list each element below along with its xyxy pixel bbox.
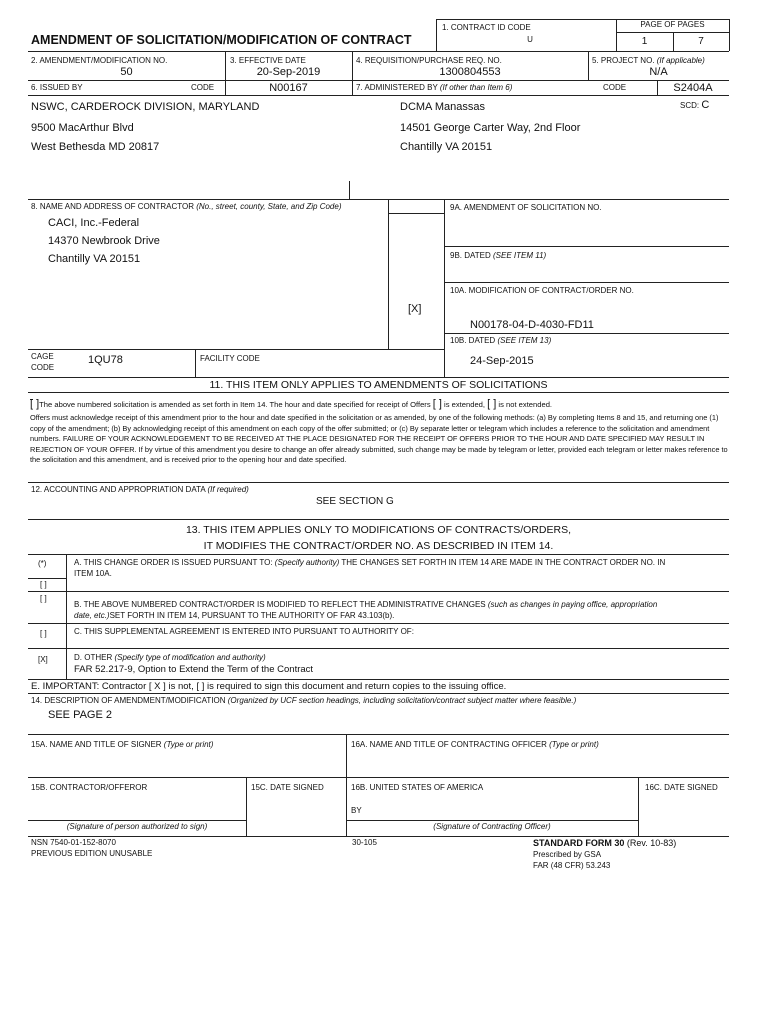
change-order-mark[interactable]: (*) [38, 559, 47, 568]
contractor-date-signed-label: 15C. DATE SIGNED [251, 783, 324, 792]
standard-form-label: STANDARD FORM 30 (Rev. 10-83) [533, 838, 677, 848]
dated-10b-value[interactable]: 24-Sep-2015 [470, 355, 534, 367]
requisition-value[interactable]: 1300804553 [439, 66, 501, 78]
issued-by-label: 6. ISSUED BY [31, 83, 83, 92]
form-code: 30-105 [352, 838, 377, 847]
item-13-heading-2: IT MODIFIES THE CONTRACT/ORDER NO. AS DESCRIBED IN ITEM 14. [203, 540, 554, 552]
extended-checkbox[interactable]: [ ] [432, 398, 442, 410]
pages-value[interactable]: 7 [698, 36, 704, 47]
signer-name-note: (Type or print) [163, 740, 214, 749]
issuer-line-3: West Bethesda MD 20817 [31, 141, 160, 153]
administered-by-label: 7. ADMINISTERED BY (If other than Item 6) [356, 83, 513, 92]
contractor-line-3: Chantilly VA 20151 [48, 253, 141, 265]
not-extended-checkbox[interactable]: [ ] [487, 398, 497, 410]
dated-10b-note: (SEE ITEM 13) [497, 336, 552, 345]
amendment-no-value[interactable]: 50 [120, 66, 133, 78]
supplemental-checkbox[interactable]: [ ] [40, 629, 47, 638]
officer-date-signed-label: 16C. DATE SIGNED [645, 783, 718, 792]
admin-code-value[interactable]: S2404A [673, 82, 713, 94]
effective-date-label: 3. EFFECTIVE DATE [230, 56, 306, 65]
cage-label-2: CODE [31, 363, 55, 372]
accounting-value[interactable]: SEE SECTION G [316, 496, 394, 507]
description-note: (Organized by UCF section headings, including solicitation/contract subject matter where feasible.) [227, 696, 577, 705]
dated-9b-label: 9B. DATED (SEE ITEM 11) [450, 251, 547, 260]
form-title: AMENDMENT OF SOLICITATION/MODIFICATION OF CONTRACT [31, 33, 412, 47]
requisition-label: 4. REQUISITION/PURCHASE REQ. NO. [356, 56, 502, 65]
admin-line-3: Chantilly VA 20151 [400, 141, 493, 153]
important-is-required-checkbox[interactable]: [ ] [196, 681, 205, 692]
previous-edition-note: PREVIOUS EDITION UNUSABLE [31, 849, 153, 858]
accounting-label: 12. ACCOUNTING AND APPROPRIATION DATA (If required) [31, 485, 249, 494]
blank-checkbox[interactable]: [ ] [40, 580, 47, 589]
item-11-instructions: Offers must acknowledge receipt of this amendment prior to the hour and date specified in the solicitation or as amended, by one of the following methods: (a) By completing Items 8 and 15, and returning one (1) copy of the amendment; (b) By acknowledging receipt of this amendment on each copy of the offer submitted; or (c) By separate letter or telegram which includes a reference to the solicitation and amendment numbers. FAILURE OF YOUR ACKNOWLEDGEMENT TO BE RECEIVED AT THE PLACE DESIGNATED FOR THE RECEIPT OF OFFERS PRIOR TO THE HOUR AND DATE SPECIFIED MAY RESULT IN REJECTION OF YOUR OFFER. If by virtue of this amendment you desire to change an offer already submitted, such change may be made by telegram or letter, provided each telegram or letter makes reference to the solicitation and this amendment, and is received prior to the opening hour and date specified. [30, 413, 728, 465]
admin-line-2: 14501 George Carter Way, 2nd Floor [400, 122, 581, 134]
issuer-line-1: NSWC, CARDEROCK DIVISION, MARYLAND [31, 101, 260, 113]
contractor-line-2: 14370 Newbrook Drive [48, 235, 160, 247]
scd-label: SCD: [680, 101, 700, 110]
effective-date-value[interactable]: 20-Sep-2019 [256, 66, 321, 78]
description-label: 14. DESCRIPTION OF AMENDMENT/MODIFICATION (Organized by UCF section headings, including solicitation/contract subject matter where feasible.) [31, 696, 577, 705]
admin-change-text: B. THE ABOVE NUMBERED CONTRACT/ORDER IS MODIFIED TO REFLECT THE ADMINISTRATIVE CHANGES (such as changes in paying office, appropriation [74, 600, 658, 609]
item-11-line: [ ]The above numbered solicitation is amended as set forth in Item 14. The hour and date specified for receipt of Offers [ ] is extended, [ ] is not extended. [30, 398, 553, 410]
issued-code-label: CODE [191, 83, 215, 92]
admin-change-checkbox[interactable]: [ ] [40, 594, 47, 603]
supplemental-text: C. THIS SUPPLEMENTAL AGREEMENT IS ENTERED INTO PURSUANT TO AUTHORITY OF: [74, 627, 414, 636]
dated-10b-label: 10B. DATED (SEE ITEM 13) [450, 336, 552, 345]
modification-no-label: 10A. MODIFICATION OF CONTRACT/ORDER NO. [450, 286, 634, 295]
other-checkbox[interactable]: [X] [38, 655, 48, 664]
important-is-not-checkbox[interactable]: [ X ] [148, 681, 166, 692]
item-13-heading-1: 13. THIS ITEM APPLIES ONLY TO MODIFICATIONS OF CONTRACTS/ORDERS, [185, 524, 572, 536]
cage-value[interactable]: 1QU78 [88, 354, 123, 366]
solicitation-checkbox[interactable]: [ ] [30, 398, 40, 410]
scd-field [680, 99, 709, 112]
amendment-solicitation-label: 9A. AMENDMENT OF SOLICITATION NO. [450, 203, 602, 212]
issuer-line-2: 9500 MacArthur Blvd [31, 122, 134, 134]
other-text: D. OTHER (Specify type of modification and authority) [74, 653, 266, 662]
amendment-no-label: 2. AMENDMENT/MODIFICATION NO. [31, 56, 168, 65]
contract-id-value[interactable]: U [527, 35, 533, 44]
modification-no-value[interactable]: N00178-04-D-4030-FD11 [470, 319, 594, 331]
signer-name-label: 15A. NAME AND TITLE OF SIGNER (Type or print) [31, 740, 214, 749]
page-value[interactable]: 1 [641, 36, 648, 47]
administered-by-note: (If other than Item 6) [439, 83, 513, 92]
important-line: E. IMPORTANT: Contractor [ X ] is not, [ ] is required to sign this document and return copies to the issuing office. [31, 681, 507, 692]
item-11-heading: 11. THIS ITEM ONLY APPLIES TO AMENDMENTS OF SOLICITATIONS [209, 379, 548, 391]
admin-line-1: DCMA Manassas [400, 101, 485, 113]
contractor-label-note: (No., street, county, State, and Zip Code) [196, 202, 342, 211]
other-note: (Specify type of modification and authority) [114, 653, 266, 662]
project-no-label-note: (If applicable) [656, 56, 705, 65]
contractor-line-1: CACI, Inc.-Federal [48, 217, 140, 229]
far-reference: FAR (48 CFR) 53.243 [533, 861, 611, 870]
admin-code-label: CODE [603, 83, 627, 92]
change-order-text: A. THIS CHANGE ORDER IS ISSUED PURSUANT TO: (Specify authority) THE CHANGES SET FORTH IN ITEM 14 ARE MADE IN THE CONTRACT ORDER NO. IN [74, 558, 666, 567]
usa-label: 16B. UNITED STATES OF AMERICA [351, 783, 484, 792]
issued-code-value[interactable]: N00167 [269, 82, 308, 94]
accounting-label-note: (If required) [207, 485, 249, 494]
admin-change-note: (such as changes in paying office, appropriation [487, 600, 658, 609]
scd-value[interactable]: C [701, 99, 710, 111]
admin-change-text-2: date, etc.)SET FORTH IN ITEM 14, PURSUANT TO THE AUTHORITY OF FAR 43.103(b). [74, 611, 395, 620]
contractor-offeror-label: 15B. CONTRACTOR/OFFEROR [31, 783, 148, 792]
by-label: BY [351, 806, 362, 815]
change-order-note: (Specify authority) [274, 558, 340, 567]
page-of-pages-label: PAGE OF PAGES [640, 20, 705, 29]
dated-9b-note: (SEE ITEM 11) [492, 251, 547, 260]
prescribed-by: Prescribed by GSA [533, 850, 602, 859]
project-no-value[interactable]: N/A [649, 66, 668, 78]
modification-checkbox[interactable]: [X] [408, 303, 422, 315]
cage-label-1: CAGE [31, 352, 54, 361]
facility-code-label: FACILITY CODE [200, 354, 260, 363]
contractor-label: 8. NAME AND ADDRESS OF CONTRACTOR (No., street, county, State, and Zip Code) [31, 202, 342, 211]
officer-signature-caption: (Signature of Contracting Officer) [433, 822, 551, 831]
contract-id-label: 1. CONTRACT ID CODE [442, 23, 531, 32]
officer-name-label: 16A. NAME AND TITLE OF CONTRACTING OFFICER (Type or print) [351, 740, 599, 749]
change-order-text-2: ITEM 10A. [74, 569, 112, 578]
officer-name-note: (Type or print) [549, 740, 599, 749]
other-authority[interactable]: FAR 52.217-9, Option to Extend the Term of the Contract [74, 664, 314, 675]
project-no-label: 5. PROJECT NO. (If applicable) [592, 56, 705, 65]
description-value[interactable]: SEE PAGE 2 [48, 709, 112, 721]
nsn-number: NSN 7540-01-152-8070 [31, 838, 116, 847]
contractor-signature-caption: (Signature of person authorized to sign) [66, 822, 208, 831]
